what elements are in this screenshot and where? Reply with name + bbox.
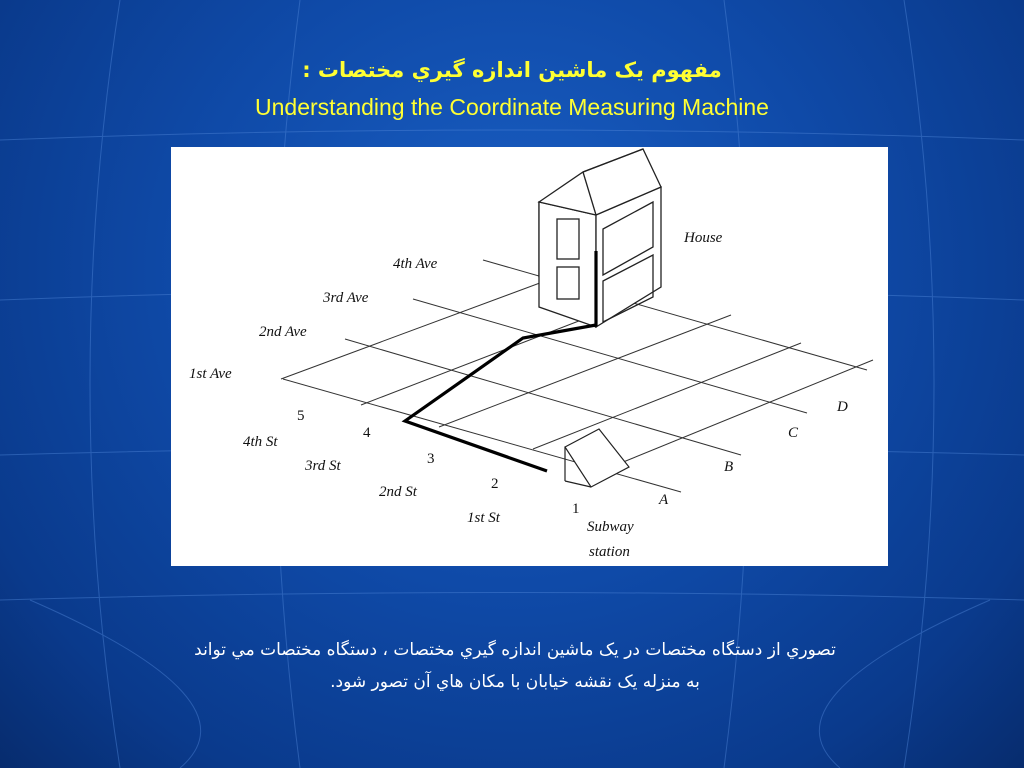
street-number-4: 4 [363, 425, 371, 441]
street-label-1: 1st St [467, 510, 500, 526]
street-number-5: 5 [297, 408, 305, 424]
street-label-2: 2nd St [379, 484, 417, 500]
street-label-4: 4th St [243, 434, 278, 450]
column-letter-b: B [724, 459, 734, 475]
slide-caption [60, 634, 970, 698]
street-label-3: 3rd St [305, 458, 341, 474]
subway-label-line1: Subway [587, 519, 634, 535]
column-letter-d: D [837, 399, 848, 415]
street-map-diagram [171, 147, 888, 566]
street-grid-svg [171, 147, 888, 566]
street-line-3 [439, 315, 731, 427]
street-number-2: 2 [491, 476, 499, 492]
avenue-line-2 [345, 339, 741, 455]
street-line-5 [611, 360, 873, 467]
caption-line-1: تصوري از دستگاه مختصات در يک ماشين اندازه گيري مختصات ، دستگاه مختصات مي تواند [194, 640, 836, 660]
avenue-label-3: 3rd Ave [323, 290, 369, 306]
avenue-label-1: 1st Ave [189, 366, 232, 382]
slide-title-english: Understanding the Coordinate Measuring Machine [255, 94, 769, 120]
house-label: House [684, 230, 723, 246]
caption-line-2: به منزله يک نقشه خيابان با مکان هاي آن تصور شود. [330, 672, 700, 692]
avenue-label-2: 2nd Ave [259, 324, 307, 340]
street-number-3: 3 [427, 451, 435, 467]
avenue-line-1 [283, 379, 681, 492]
avenue-label-4: 4th Ave [393, 256, 438, 272]
subway-label-line2: station [589, 544, 630, 560]
house-shape [539, 149, 661, 327]
street-number-1: 1 [572, 501, 580, 517]
subway-station-shape [565, 429, 629, 487]
column-letter-c: C [788, 425, 799, 441]
column-letter-a: A [659, 492, 669, 508]
slide-title-persian: مفهوم يک ماشين اندازه گيري مختصات : [302, 58, 722, 82]
